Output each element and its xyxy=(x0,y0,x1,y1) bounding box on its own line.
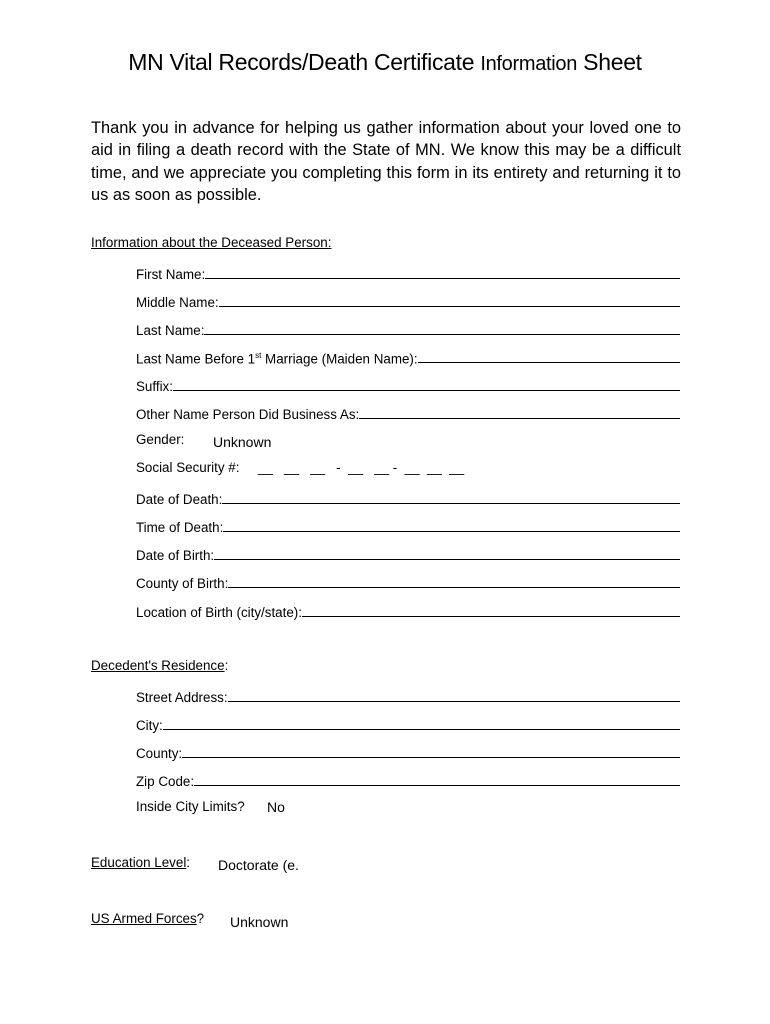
date-of-death-row xyxy=(136,487,680,507)
county-of-birth-line xyxy=(228,571,680,588)
last-name-line xyxy=(204,318,680,335)
time-of-death-label: Time of Death: xyxy=(136,520,224,535)
street-address-field[interactable] xyxy=(228,685,680,700)
other-name-line xyxy=(359,402,680,419)
zip-code-row xyxy=(136,769,680,789)
date-of-birth-row xyxy=(136,543,680,563)
county-of-birth-row xyxy=(136,571,680,591)
date-of-birth-line xyxy=(214,543,680,560)
ssn-label: Social Security #: xyxy=(136,460,240,475)
first-name-field[interactable] xyxy=(205,262,680,277)
maiden-label-post: Marriage (Maiden Name): xyxy=(261,351,418,366)
zip-code-field[interactable] xyxy=(194,769,680,784)
zip-code-label: Zip Code: xyxy=(136,774,195,789)
date-of-birth-field[interactable] xyxy=(214,543,680,558)
county-label: County: xyxy=(136,746,183,761)
residence-heading-colon: : xyxy=(224,658,229,673)
first-name-line xyxy=(205,262,680,279)
county-of-birth-field[interactable] xyxy=(228,571,680,586)
title-main: MN Vital Records/Death Certificate xyxy=(128,49,475,75)
maiden-label-sup: st xyxy=(255,350,262,360)
maiden-name-line xyxy=(418,346,680,363)
street-address-row xyxy=(136,685,680,705)
armed-forces-heading-text: US Armed Forces xyxy=(91,911,197,926)
first-name-label: First Name: xyxy=(136,267,206,282)
city-limits-label: Inside City Limits? xyxy=(136,799,245,814)
gender-value[interactable]: Unknown xyxy=(213,434,272,450)
date-of-death-field[interactable] xyxy=(222,487,680,502)
county-line xyxy=(182,741,680,758)
other-name-field[interactable] xyxy=(359,402,680,417)
maiden-name-row xyxy=(136,346,680,366)
suffix-label: Suffix: xyxy=(136,379,173,394)
location-of-birth-row xyxy=(136,600,680,620)
county-row xyxy=(136,741,680,761)
title-end: Sheet xyxy=(583,49,642,75)
location-of-birth-field[interactable] xyxy=(302,600,680,615)
residence-section-heading xyxy=(91,658,228,673)
street-address-line xyxy=(228,685,680,702)
intro-paragraph: Thank you in advance for helping us gather information about your loved one to aid in filing a death record with the State of MN. We know this may be a difficult time, and we appreciate you completing this form in its entirety and returning it to us as soon as possible. xyxy=(91,119,681,204)
middle-name-row xyxy=(136,290,680,310)
city-label: City: xyxy=(136,718,163,733)
armed-forces-heading xyxy=(91,911,204,926)
ssn-blanks[interactable]: __ __ __ - __ __ - __ __ __ xyxy=(258,460,465,475)
other-name-row xyxy=(136,402,680,422)
city-limits-value[interactable]: No xyxy=(267,799,285,815)
zip-code-line xyxy=(194,769,680,786)
education-heading xyxy=(91,855,190,870)
city-field[interactable] xyxy=(163,713,680,728)
time-of-death-field[interactable] xyxy=(223,515,680,530)
suffix-field[interactable] xyxy=(173,374,680,389)
deceased-heading-text: Information about the Deceased Person: xyxy=(91,235,332,250)
city-row xyxy=(136,713,680,733)
middle-name-label: Middle Name: xyxy=(136,295,219,310)
title-small: Information xyxy=(480,53,578,75)
county-of-birth-label: County of Birth: xyxy=(136,576,229,591)
deceased-section-heading xyxy=(91,235,331,250)
last-name-label: Last Name: xyxy=(136,323,205,338)
county-field[interactable] xyxy=(182,741,680,756)
suffix-line xyxy=(173,374,680,391)
residence-heading-text: Decedent's Residence xyxy=(91,658,225,673)
middle-name-field[interactable] xyxy=(219,290,680,305)
maiden-label-pre: Last Name Before 1 xyxy=(136,351,256,366)
maiden-name-field[interactable] xyxy=(418,346,680,361)
armed-forces-heading-mark: ? xyxy=(196,911,205,926)
page-title xyxy=(0,49,770,76)
gender-label: Gender: xyxy=(136,432,185,447)
date-of-death-line xyxy=(222,487,680,504)
last-name-row xyxy=(136,318,680,338)
date-of-birth-label: Date of Birth: xyxy=(136,548,215,563)
last-name-field[interactable] xyxy=(204,318,680,333)
suffix-row xyxy=(136,374,680,394)
time-of-death-row xyxy=(136,515,680,535)
city-line xyxy=(163,713,680,730)
education-value[interactable]: Doctorate (e. xyxy=(218,857,299,873)
time-of-death-line xyxy=(223,515,680,532)
location-of-birth-label: Location of Birth (city/state): xyxy=(136,605,302,620)
education-heading-text: Education Level xyxy=(91,855,187,870)
first-name-row xyxy=(136,262,680,282)
middle-name-line xyxy=(219,290,680,307)
other-name-label: Other Name Person Did Business As: xyxy=(136,407,360,422)
education-heading-colon: : xyxy=(186,855,191,870)
location-of-birth-line xyxy=(302,600,680,617)
date-of-death-label: Date of Death: xyxy=(136,492,223,507)
maiden-name-label xyxy=(136,351,418,366)
armed-forces-value[interactable]: Unknown xyxy=(230,914,289,930)
street-address-label: Street Address: xyxy=(136,690,228,705)
